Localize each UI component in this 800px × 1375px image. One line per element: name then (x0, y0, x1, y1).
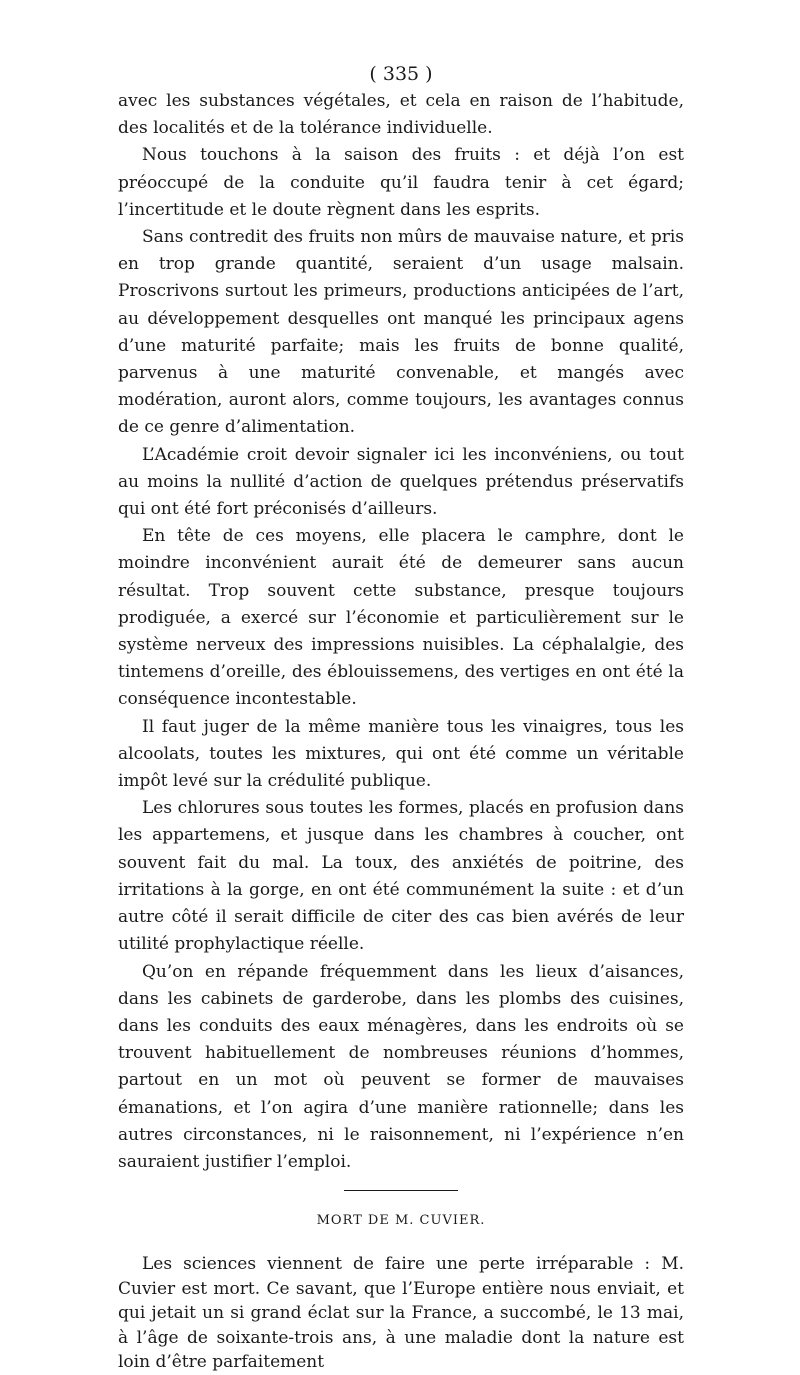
paragraph-5: En tête de ces moyens, elle placera le camphre, dont le moindre inconvénient aurait été de demeurer sans aucun résultat. Trop souvent cette substance, presque toujours prodiguée, a exercé sur l’économie et particulièrement sur le système nerveux des impressions nuisibles. La céphalalgie, des tintemens d’oreille, des éblouissemens, des vertiges en ont été la conséquence incontestable. (118, 526, 684, 710)
section-paragraph: Les sciences viennent de faire une perte irréparable : M. Cuvier est mort. Ce savant, que l’Europe entière nous enviait, et qui jetait un si grand éclat sur la France, a succombé, le 13 mai, à l’âge de soixante-trois ans, à une maladie dont la nature est loin d’être parfaitement (118, 1254, 684, 1373)
paragraph-6: Il faut juger de la même manière tous les vinaigres, tous les alcoolats, toutes les mixtures, qui ont été comme un véritable impôt levé sur la crédulité publique. (118, 716, 684, 792)
paragraph-4: L’Académie croit devoir signaler ici les inconvéniens, ou tout au moins la nullité d’action de quelques prétendus préservatifs qui ont été fort préconisés d’ailleurs. (118, 444, 684, 520)
book-page (118, 60, 684, 1375)
paragraph-2: Nous touchons à la saison des fruits : et déjà l’on est préoccupé de la conduite qu’il faudra tenir à cet égard; l’incertitude et le doute règnent dans les esprits. (118, 145, 684, 220)
page-number: ( 335 ) (369, 63, 433, 85)
paragraph-3: Sans contredit des fruits non mûrs de mauvaise nature, et pris en trop grande quantité, seraient d’un usage malsain. Proscrivons surtout les primeurs, productions anticipées de l’art, au développement desquelles ont manqué les principaux agens d’une maturité parfaite; mais les fruits de bonne qualité, parvenus à une maturité convenable, et mangés avec modération, auront alors, comme toujours, les avantages connus de ce genre d’alimentation. (118, 227, 684, 438)
body-text (118, 88, 684, 1176)
section-divider (344, 1190, 458, 1191)
paragraph-8: Qu’on en répande fréquemment dans les lieux d’aisances, dans les cabinets de garderobe, dans les plombs des cuisines, dans les conduits des eaux ménagères, dans les endroits où se trouvent habituellement de nombreuses réunions d’hommes, partout en un mot où peuvent se former de mauvaises émanations, et l’on agira d’une manière rationnelle; dans les autres circonstances, ni le raisonnement, ni l’expérience n’en sauraient justifier l’emploi. (118, 961, 684, 1172)
paragraph-1: avec les substances végétales, et cela en raison de l’habitude, des localités et de la tolérance individuelle. (118, 91, 684, 139)
section-text (118, 1252, 684, 1375)
paragraph-7: Les chlorures sous toutes les formes, placés en profusion dans les appartemens, et jusque dans les chambres à coucher, ont souvent fait du mal. La toux, des anxiétés de poitrine, des irritations à la gorge, en ont été communément la suite : et d’un autre côté il serait difficile de citer des cas bien avérés de leur utilité prophylactique réelle. (118, 798, 684, 955)
section-heading: MORT DE M. CUVIER. (316, 1213, 486, 1229)
